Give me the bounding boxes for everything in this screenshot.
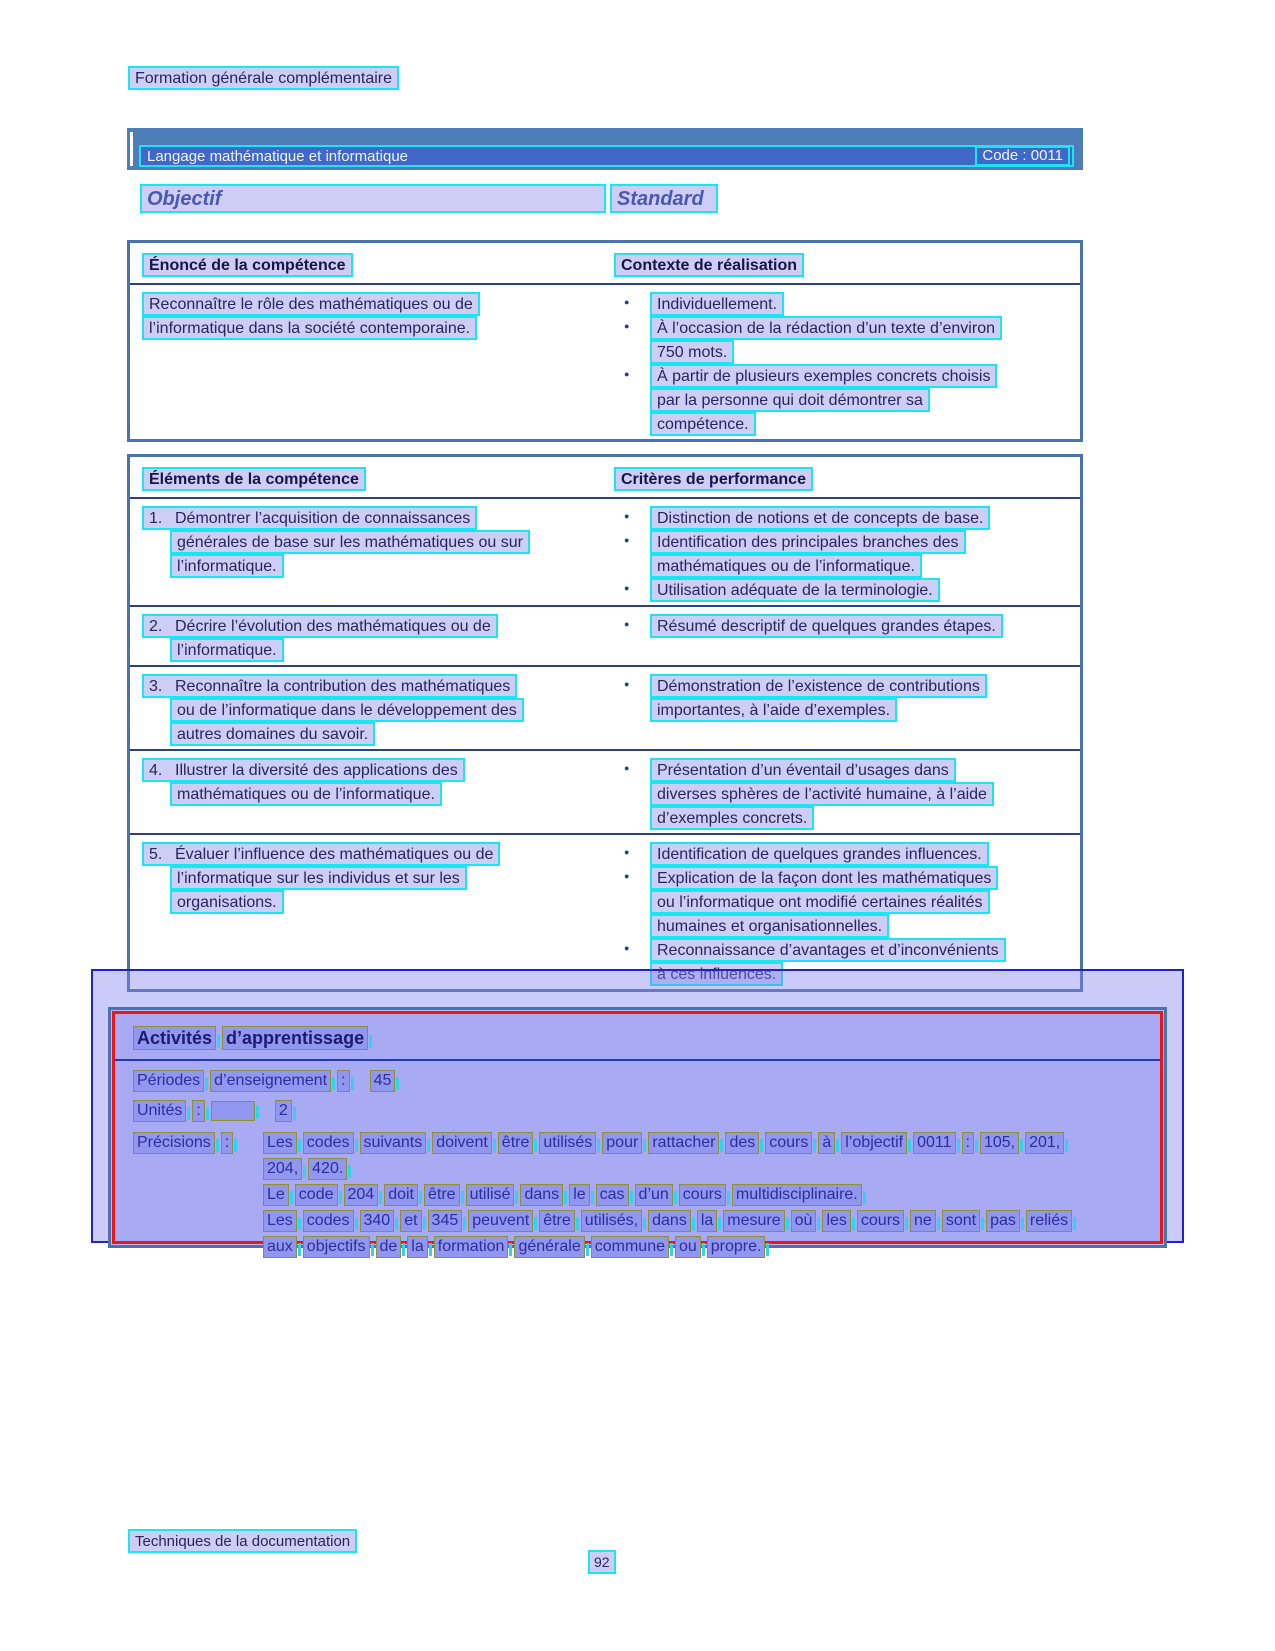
word-highlight: 204 [344,1184,379,1206]
word-highlight: multidisciplinaire. [732,1184,862,1206]
word-highlight: 204, [263,1158,302,1180]
column-header-criteres: Critères de performance [614,467,813,491]
text-line [142,316,614,340]
bullet-line [614,866,1074,890]
precisions-text [263,1132,1142,1262]
page-number: 92 [588,1550,616,1574]
word-highlight: cours [679,1184,726,1206]
word-highlight: formation [434,1236,509,1258]
text-line [142,506,614,530]
text-highlight: à ces influences. [650,962,783,986]
text-highlight: d’exemples concrets. [650,806,814,830]
bullet-icon: ● [624,847,630,857]
word-highlight: reliés [1026,1210,1072,1232]
bullet-line [614,530,1074,554]
word-highlight: cours [765,1132,812,1154]
word-highlight: 201, [1025,1132,1064,1154]
header-cell [614,253,1074,277]
word-highlight: : [221,1132,233,1154]
word-highlight: où [791,1210,817,1232]
text-line [142,292,614,316]
course-banner-highlight [139,145,1074,167]
precisions-label [133,1132,263,1262]
bullet-line [614,698,1074,722]
element-number: 2. [149,618,163,635]
bullet-line [614,890,1074,914]
criteria-cell [614,506,1074,602]
text-highlight: l’informatique dans la société contemporaine. [142,316,477,340]
word-highlight: à [818,1132,835,1154]
text-highlight: À l’occasion de la rédaction d’un texte d’environ [650,316,1002,340]
text-highlight: l’informatique. [170,554,284,578]
element-number: 4. [149,762,163,779]
bullet-line [614,506,1074,530]
word-highlight: 105, [980,1132,1019,1154]
element-cell [136,758,614,830]
text-highlight: Reconnaître le rôle des mathématiques ou de [142,292,480,316]
word-highlight: Activités [133,1026,216,1050]
text-highlight: Explication de la façon dont les mathématiques [650,866,998,890]
column-header-contexte: Contexte de réalisation [614,253,804,277]
word-highlight: 345 [428,1210,463,1232]
table-header-row [130,243,1080,285]
bullet-line [614,364,1074,388]
precision-line [263,1132,1142,1158]
bullet-line [614,938,1074,962]
word-highlight: les [822,1210,850,1232]
bullet-icon: ● [624,763,630,773]
criteria-cell [614,614,1074,662]
word-highlight: ne [910,1210,936,1232]
separator-line [115,1059,1160,1061]
competence-row [130,665,1080,749]
bullet-icon: ● [624,679,630,689]
element-cell [136,674,614,746]
text-highlight: humaines et organisationnelles. [650,914,889,938]
word-highlight: dans [648,1210,691,1232]
bullet-line [614,914,1074,938]
word-highlight: ou [675,1236,701,1258]
criteria-cell [614,292,1074,436]
bullet-line [614,578,1074,602]
word-highlight: cas [596,1184,629,1206]
bullet-icon: ● [624,297,630,307]
text-line [142,866,614,890]
word-highlight: peuvent [468,1210,533,1232]
word-highlight: aux [263,1236,297,1258]
word-highlight: 0011 [913,1132,955,1154]
table-header-row [130,457,1080,499]
word-highlight: Unités [133,1100,186,1122]
standard-heading: Standard [610,184,718,213]
word-highlight: codes [303,1132,354,1154]
word-highlight: Précisions [133,1132,215,1154]
bullet-line [614,388,1074,412]
word-highlight: Périodes [133,1070,204,1092]
table-body [130,285,1080,439]
text-line [142,554,614,578]
element-cell [136,506,614,602]
text-highlight: 750 mots. [650,340,734,364]
text-highlight: mathématiques ou de l’informatique. [650,554,922,578]
text-highlight: Individuellement. [650,292,784,316]
competence-row [130,749,1080,833]
word-highlight: générale [514,1236,584,1258]
element-cell [136,842,614,986]
text-highlight: Distinction de notions et de concepts de base. [650,506,990,530]
word-highlight: le [569,1184,589,1206]
word-highlight: la [697,1210,717,1232]
text-line [142,758,614,782]
word-highlight: être [539,1210,575,1232]
word-highlight: d’un [635,1184,673,1206]
word-highlight: des [725,1132,759,1154]
field-value: 2 [275,1100,292,1122]
activities-fields [133,1070,1142,1130]
word-highlight: objectifs [303,1236,370,1258]
word-highlight: utilisés [539,1132,596,1154]
competence-row [130,499,1080,605]
text-highlight: autres domaines du savoir. [170,722,375,746]
activities-red-annotation-box [112,1011,1163,1255]
word-highlight: d’enseignement [210,1070,331,1092]
bullet-line [614,806,1074,830]
blank-highlight [211,1101,255,1121]
text-highlight: Présentation d’un éventail d’usages dans [650,758,956,782]
word-highlight: et [400,1210,421,1232]
text-highlight: ou de l’informatique dans le développement des [170,698,524,722]
bullet-line [614,554,1074,578]
objectif-heading: Objectif [140,184,606,213]
word-highlight: utilisés, [581,1210,642,1232]
competence-row [130,833,1080,989]
program-section-label: Formation générale complémentaire [128,66,399,90]
word-highlight: Les [263,1132,297,1154]
text-line [142,698,614,722]
header-cell [136,467,614,491]
word-highlight: doit [384,1184,418,1206]
text-highlight: Identification des principales branches des [650,530,966,554]
text-highlight: mathématiques ou de l’informatique. [170,782,442,806]
word-highlight: utilisé [466,1184,515,1206]
text-highlight: 5. Évaluer l’influence des mathématiques ou de [142,842,500,866]
element-cell [136,292,614,436]
precision-line [263,1236,1142,1262]
competence-row [130,605,1080,665]
word-highlight: Les [263,1210,297,1232]
word-highlight: doivent [432,1132,492,1154]
column-header-elements: Éléments de la compétence [142,467,366,491]
word-highlight: propre. [707,1236,766,1258]
bullet-icon: ● [624,943,630,953]
header-cell [136,253,614,277]
activities-title [133,1026,1142,1050]
bullet-line [614,412,1074,436]
element-number: 5. [149,846,163,863]
text-highlight: diverses sphères de l’activité humaine, à l’aide [650,782,994,806]
word-highlight: suivants [360,1132,427,1154]
text-line [142,722,614,746]
enonce-competence-table [127,240,1083,442]
text-highlight: 1. Démontrer l’acquisition de connaissances [142,506,477,530]
word-highlight: être [424,1184,460,1206]
text-highlight: l’informatique. [170,638,284,662]
precision-line [263,1158,1142,1184]
text-highlight: Démonstration de l’existence de contributions [650,674,987,698]
word-highlight: : [337,1070,349,1092]
word-highlight: d’apprentissage [222,1026,368,1050]
word-highlight: 340 [360,1210,395,1232]
text-highlight: par la personne qui doit démontrer sa [650,388,930,412]
footer-program-name: Techniques de la documentation [128,1529,357,1553]
header-cell [614,467,1074,491]
text-highlight: 3. Reconnaître la contribution des mathématiques [142,674,517,698]
objectif-standard-row [140,184,718,213]
criteria-cell [614,758,1074,830]
word-highlight: de [376,1236,402,1258]
text-line [142,614,614,638]
text-line [142,530,614,554]
bullet-line [614,292,1074,316]
activity-field [133,1070,1142,1100]
bullet-icon: ● [624,871,630,881]
text-line [142,890,614,914]
text-highlight: organisations. [170,890,284,914]
bullet-line [614,614,1074,638]
text-highlight: générales de base sur les mathématiques ou sur [170,530,530,554]
word-highlight: être [498,1132,534,1154]
bullet-icon: ● [624,535,630,545]
text-highlight: ou l’informatique ont modifié certaines réalités [650,890,990,914]
text-line [142,782,614,806]
word-highlight: pour [602,1132,642,1154]
word-highlight: commune [591,1236,669,1258]
bullet-line [614,340,1074,364]
text-highlight: 2. Décrire l’évolution des mathématiques ou de [142,614,498,638]
text-highlight: Reconnaissance d’avantages et d’inconvénients [650,938,1006,962]
bullet-icon: ● [624,369,630,379]
text-highlight: À partir de plusieurs exemples concrets choisis [650,364,997,388]
precision-line [263,1184,1142,1210]
activity-field [133,1100,1142,1130]
column-header-enonce: Énoncé de la compétence [142,253,353,277]
bullet-icon: ● [624,619,630,629]
course-code: Code : 0011 [975,146,1070,166]
word-highlight: mesure [723,1210,784,1232]
table-body [130,499,1080,989]
elements-competence-table [127,454,1083,992]
bullet-icon: ● [624,321,630,331]
word-highlight: code [295,1184,338,1206]
text-highlight: Résumé descriptif de quelques grandes étapes. [650,614,1003,638]
element-number: 3. [149,678,163,695]
bullet-line [614,316,1074,340]
text-highlight: l’informatique sur les individus et sur les [170,866,467,890]
word-highlight: codes [303,1210,354,1232]
text-highlight: importantes, à l’aide d’exemples. [650,698,897,722]
course-title: Langage mathématique et informatique [147,147,409,165]
activites-apprentissage-table [108,1007,1167,1255]
field-value: 45 [370,1070,396,1092]
text-line [142,674,614,698]
bullet-line [614,674,1074,698]
precision-line [263,1210,1142,1236]
bullet-line [614,842,1074,866]
text-line [142,842,614,866]
word-highlight: cours [857,1210,904,1232]
competence-row [130,285,1080,439]
precisions-block [133,1132,1142,1262]
word-highlight: la [407,1236,427,1258]
word-highlight: sont [942,1210,980,1232]
bullet-line [614,758,1074,782]
bullet-line [614,782,1074,806]
bullet-icon: ● [624,583,630,593]
text-highlight: Identification de quelques grandes influences. [650,842,989,866]
criteria-cell [614,842,1074,986]
word-highlight: : [962,1132,974,1154]
element-number: 1. [149,510,163,527]
word-highlight: : [192,1100,204,1122]
bullet-icon: ● [624,511,630,521]
text-highlight: compétence. [650,412,756,436]
text-line [142,638,614,662]
word-highlight: l’objectif [841,1132,907,1154]
word-highlight: dans [520,1184,563,1206]
course-banner [127,128,1083,170]
element-cell [136,614,614,662]
criteria-cell [614,674,1074,746]
word-highlight: 420. [308,1158,347,1180]
word-highlight: rattacher [648,1132,719,1154]
text-highlight: 4. Illustrer la diversité des applications des [142,758,465,782]
word-highlight: Le [263,1184,289,1206]
word-highlight: pas [986,1210,1020,1232]
text-highlight: Utilisation adéquate de la terminologie. [650,578,940,602]
